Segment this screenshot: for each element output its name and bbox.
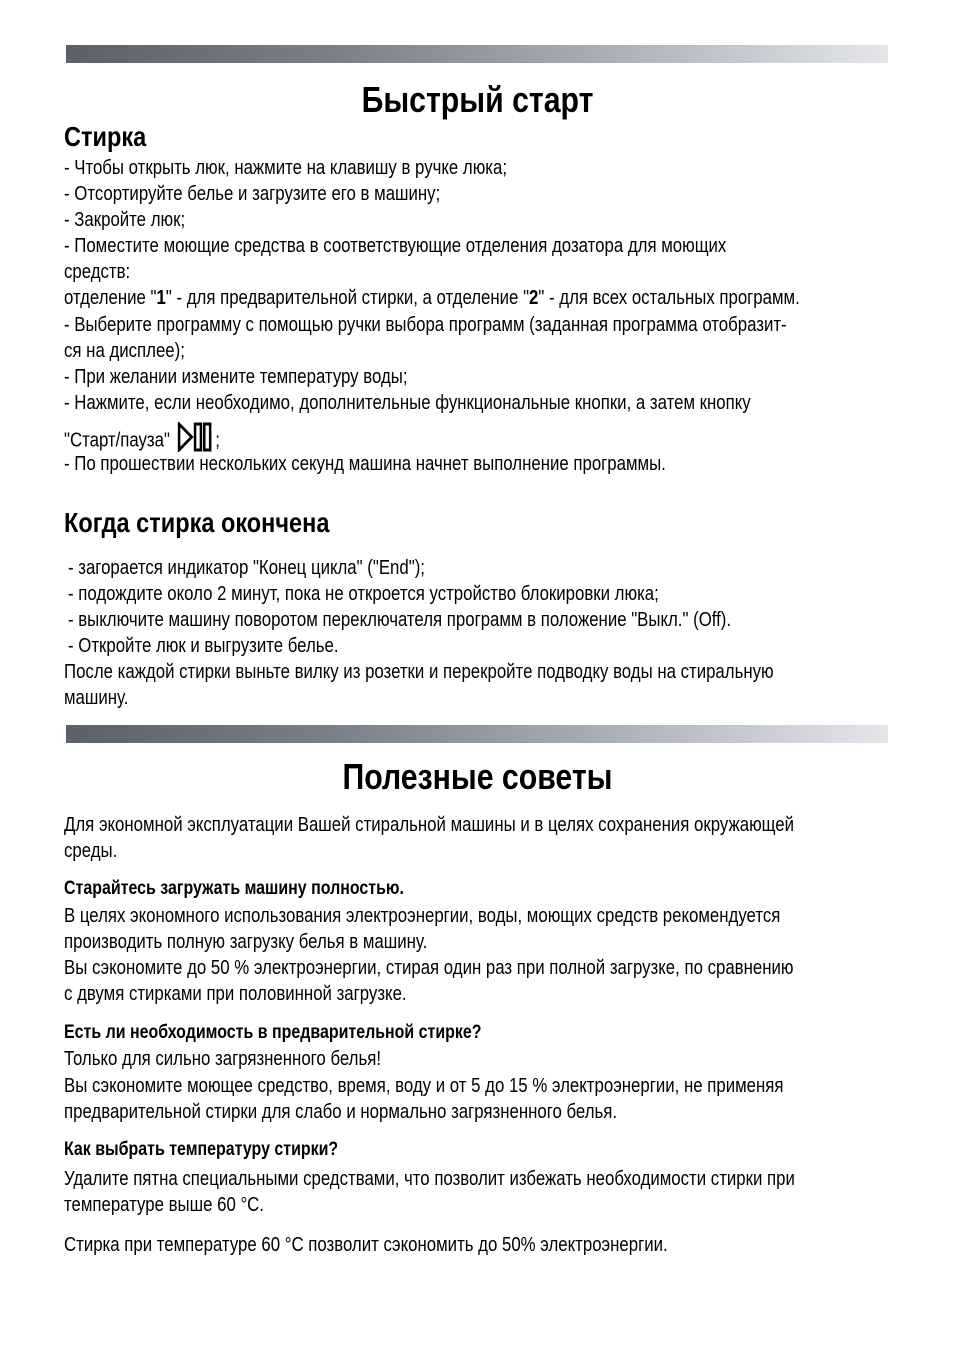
instruction-line: - подождите около 2 минут, пока не откроется устройство блокировки люка; — [68, 583, 659, 605]
section-divider-bar — [66, 45, 888, 63]
paragraph-line: Вы сэкономите моющее средство, время, воду и от 5 до 15 % электроэнергии, не применяя — [64, 1075, 784, 1097]
paragraph-line: среды. — [64, 840, 118, 862]
instruction-line: - При желании измените температуру воды; — [64, 366, 408, 388]
paragraph-line: Вы сэкономите до 50 % электроэнергии, стирая один раз при полной загрузке, по сравнению — [64, 957, 794, 979]
paragraph-line: Стирка при температуре 60 °С позволит сэкономить до 50% электроэнергии. — [64, 1234, 668, 1256]
paragraph-line: предварительной стирки для слабо и нормально загрязненного белья. — [64, 1101, 618, 1123]
tip-heading: Есть ли необходимость в предварительной стирке? — [64, 1022, 482, 1043]
instruction-line: - По прошествии нескольких секунд машина начнет выполнение программы. — [64, 453, 666, 475]
section-heading-done: Когда стирка окончена — [64, 507, 330, 538]
page-title: Быстрый старт — [361, 79, 594, 120]
instruction-line: - Чтобы открыть люк, нажмите на клавишу в ручке люка; — [64, 157, 508, 179]
instruction-line: После каждой стирки выньте вилку из розетки и перекройте подводку воды на стиральную — [64, 661, 774, 683]
paragraph-line: производить полную загрузку белья в машину. — [64, 931, 428, 953]
start-pause-label: "Старт/пауза" — [64, 429, 170, 452]
tip-heading: Старайтесь загружать машину полностью. — [64, 878, 404, 899]
instruction-line: - выключите машину поворотом переключателя программ в положение "Выкл." (Off). — [68, 609, 732, 631]
compartment-number: 1 — [156, 287, 166, 309]
instruction-line: - Отсортируйте белье и загрузите его в машину; — [64, 183, 441, 205]
paragraph-line: Для экономной эксплуатации Вашей стиральной машины и в целях сохранения окружающей — [64, 814, 795, 836]
section-title-tips: Полезные советы — [342, 756, 613, 797]
instruction-line: машину. — [64, 687, 129, 709]
instruction-line: - Поместите моющие средства в соответствующие отделения дозатора для моющих — [64, 235, 727, 257]
instruction-line: - Закройте люк; — [64, 209, 186, 231]
instruction-line: - загорается индикатор "Конец цикла" ("End"); — [68, 557, 425, 579]
section-heading-washing: Стирка — [64, 121, 147, 152]
compartment-line — [64, 287, 800, 309]
text: " - для предварительной стирки, а отделение " — [165, 287, 530, 309]
instruction-line: ся на дисплее); — [64, 340, 185, 362]
instruction-line: - Выберите программу с помощью ручки выбора программ (заданная программа отобразит- — [64, 314, 787, 336]
section-divider-bar — [66, 725, 888, 743]
instruction-line: средств: — [64, 261, 131, 283]
tip-heading: Как выбрать температуру стирки? — [64, 1139, 339, 1160]
text: отделение " — [64, 287, 157, 309]
paragraph-line: с двумя стирками при половинной загрузке. — [64, 983, 407, 1005]
paragraph-line: Только для сильно загрязненного белья! — [64, 1048, 381, 1070]
compartment-number: 2 — [529, 287, 539, 309]
paragraph-line: Удалите пятна специальными средствами, что позволит избежать необходимости стирки при — [64, 1168, 795, 1190]
instruction-line: - Нажмите, если необходимо, дополнительные функциональные кнопки, а затем кнопку — [64, 392, 751, 414]
instruction-line: - Откройте люк и выгрузите белье. — [68, 635, 339, 657]
paragraph-line: температуре выше 60 °С. — [64, 1194, 264, 1216]
text: ; — [215, 429, 220, 452]
paragraph-line: В целях экономного использования электроэнергии, воды, моющих средств рекомендуется — [64, 905, 781, 927]
text: " - для всех остальных программ. — [538, 287, 800, 309]
